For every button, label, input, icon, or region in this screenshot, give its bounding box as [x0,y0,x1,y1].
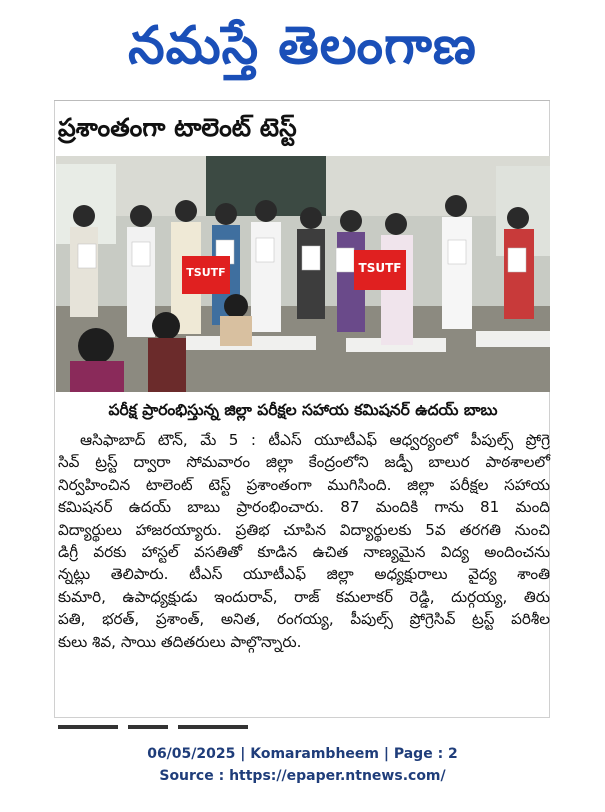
article-body [58,429,550,653]
body-line: కుమారి, ఉపాధ్యక్షుడు ఇందురావ్, రాజ్ కమలాకర్ రెడ్డి, దుర్గయ్య, తిరు [58,587,550,606]
body-line: న్నట్లు తెలిపారు. టీఎస్ యూటీఎఫ్ జిల్లా అధ్యక్షురాలు వైద్య శాంతి [58,565,550,584]
photo-caption: పరీక్ష ప్రారంభిస్తున్న జిల్లా పరీక్షల సహాయ కమిషనర్ ఉదయ్ బాబు [108,401,498,419]
article-photo [56,156,550,392]
masthead-title: నమస్తే తెలంగాణ [128,16,477,76]
footer-date-line: 06/05/2025 | Komarambheem | Page : 2 [147,746,458,762]
body-line: పతి, భరత్, ప్రశాంత్, అనిత, రంగయ్య, పీపుల్స్ ప్రోగ్రెసివ్ ట్రస్ట్ పరిశీల [58,610,550,629]
banner-label-left: TSUTF [186,266,226,279]
article-headline: ప్రశాంతంగా టాలెంట్ టెస్ట్ [58,113,297,142]
footer-source-line: Source : https://epaper.ntnews.com/ [159,768,446,784]
body-line: ఆసిఫాబాద్ టౌన్, మే 5 : టీఎస్ యూటీఎఫ్ ఆధ్వర్యంలో పీపుల్స్ ప్రోగ్రె [80,431,550,449]
body-line: సివ్ ట్రస్ట్ ద్వారా సోమవారం జిల్లా కేంద్రంలోని జడ్పీ బాలుర పాఠశాలలో [58,453,550,472]
newspaper-masthead [0,0,605,92]
group-photo-illustration [56,156,550,392]
body-line: నిర్వహించిన టాలెంట్ టెస్ట్ ప్రశాంతంగా ముగిసింది. జిల్లా పరీక్షల సహాయ [58,475,550,494]
body-line: విద్యార్థులు హాజరయ్యారు. ప్రతిభ చూపిన విద్యార్థులకు 5వ తరగతి నుంచి [58,520,550,539]
body-line: కులు శివ, సాయి తదితరులు పాల్గొన్నారు. [58,632,302,651]
body-line: కమిషనర్ ఉదయ్ బాబు ప్రారంభించారు. 87 మందికి గాను 81 మంది [58,498,550,517]
body-line: డిగ్రీ వరకు హాస్టల్ వసతితో కూడిన ఉచిత నాణ్యమైన విద్య అందించను [58,542,550,561]
banner-label-right: TSUTF [358,261,402,275]
clipped-text-fragment [58,724,258,730]
